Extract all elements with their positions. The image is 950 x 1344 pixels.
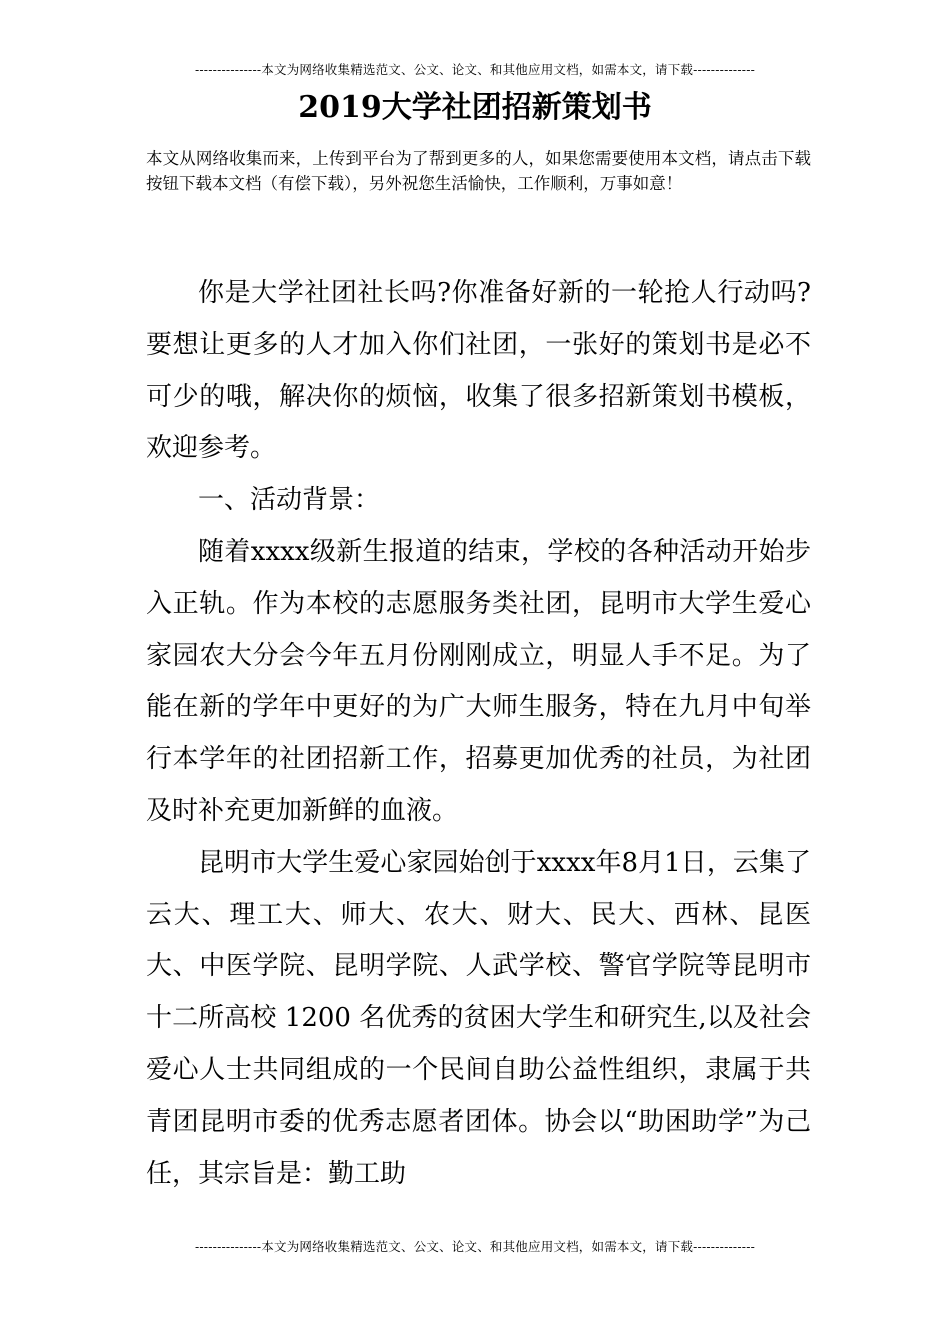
header-banner: ---------------本文为网络收集精选范文、公文、论文、和其他应用文档，如需本文，请下载-------------- [194, 62, 756, 77]
association-paragraph: 昆明市大学生爱心家园始创于xxxx年8月1日，云集了云大、理工大、师大、农大、财大、民大、西林、昆医大、中医学院、昆明学院、人武学校、警官学院等昆明市十二所高校 1200 名优秀的贫困大学生和研究生,以及社会爱心人士共同组成的一个民间自助公益性组织，隶属于共青团昆明市委的优秀志愿者团体。协会以“助困助学”为己任，其宗旨是：勤工助 [146, 847, 811, 1189]
background-paragraph: 随着xxxx级新生报道的结束，学校的各种活动开始步入正轨。作为本校的志愿服务类社团，昆明市大学生爱心家园农大分会今年五月份刚刚成立，明显人手不足。为了能在新的学年中更好的为广大师生服务，特在九月中旬举行本学年的社团招新工作，招募更加优秀的社员，为社团及时补充更加新鲜的血液。 [146, 536, 811, 826]
document-body [146, 268, 811, 1200]
document-title: 2019大学社团招新策划书 [298, 90, 652, 125]
section-heading-background: 一、活动背景： [198, 485, 381, 516]
footer-banner: ---------------本文为网络收集精选范文、公文、论文、和其他应用文档，如需本文，请下载-------------- [194, 1239, 756, 1254]
intro-paragraph: 你是大学社团社长吗?你准备好新的一轮抢人行动吗?要想让更多的人才加入你们社团，一张好的策划书是必不可少的哦，解决你的烦恼，收集了很多招新策划书模板，欢迎参考。 [146, 278, 811, 464]
disclaimer-text: 本文从网络收集而来，上传到平台为了帮到更多的人，如果您需要使用本文档，请点击下载按钮下载本文档（有偿下载），另外祝您生活愉快，工作顺利，万事如意！ [146, 149, 811, 193]
